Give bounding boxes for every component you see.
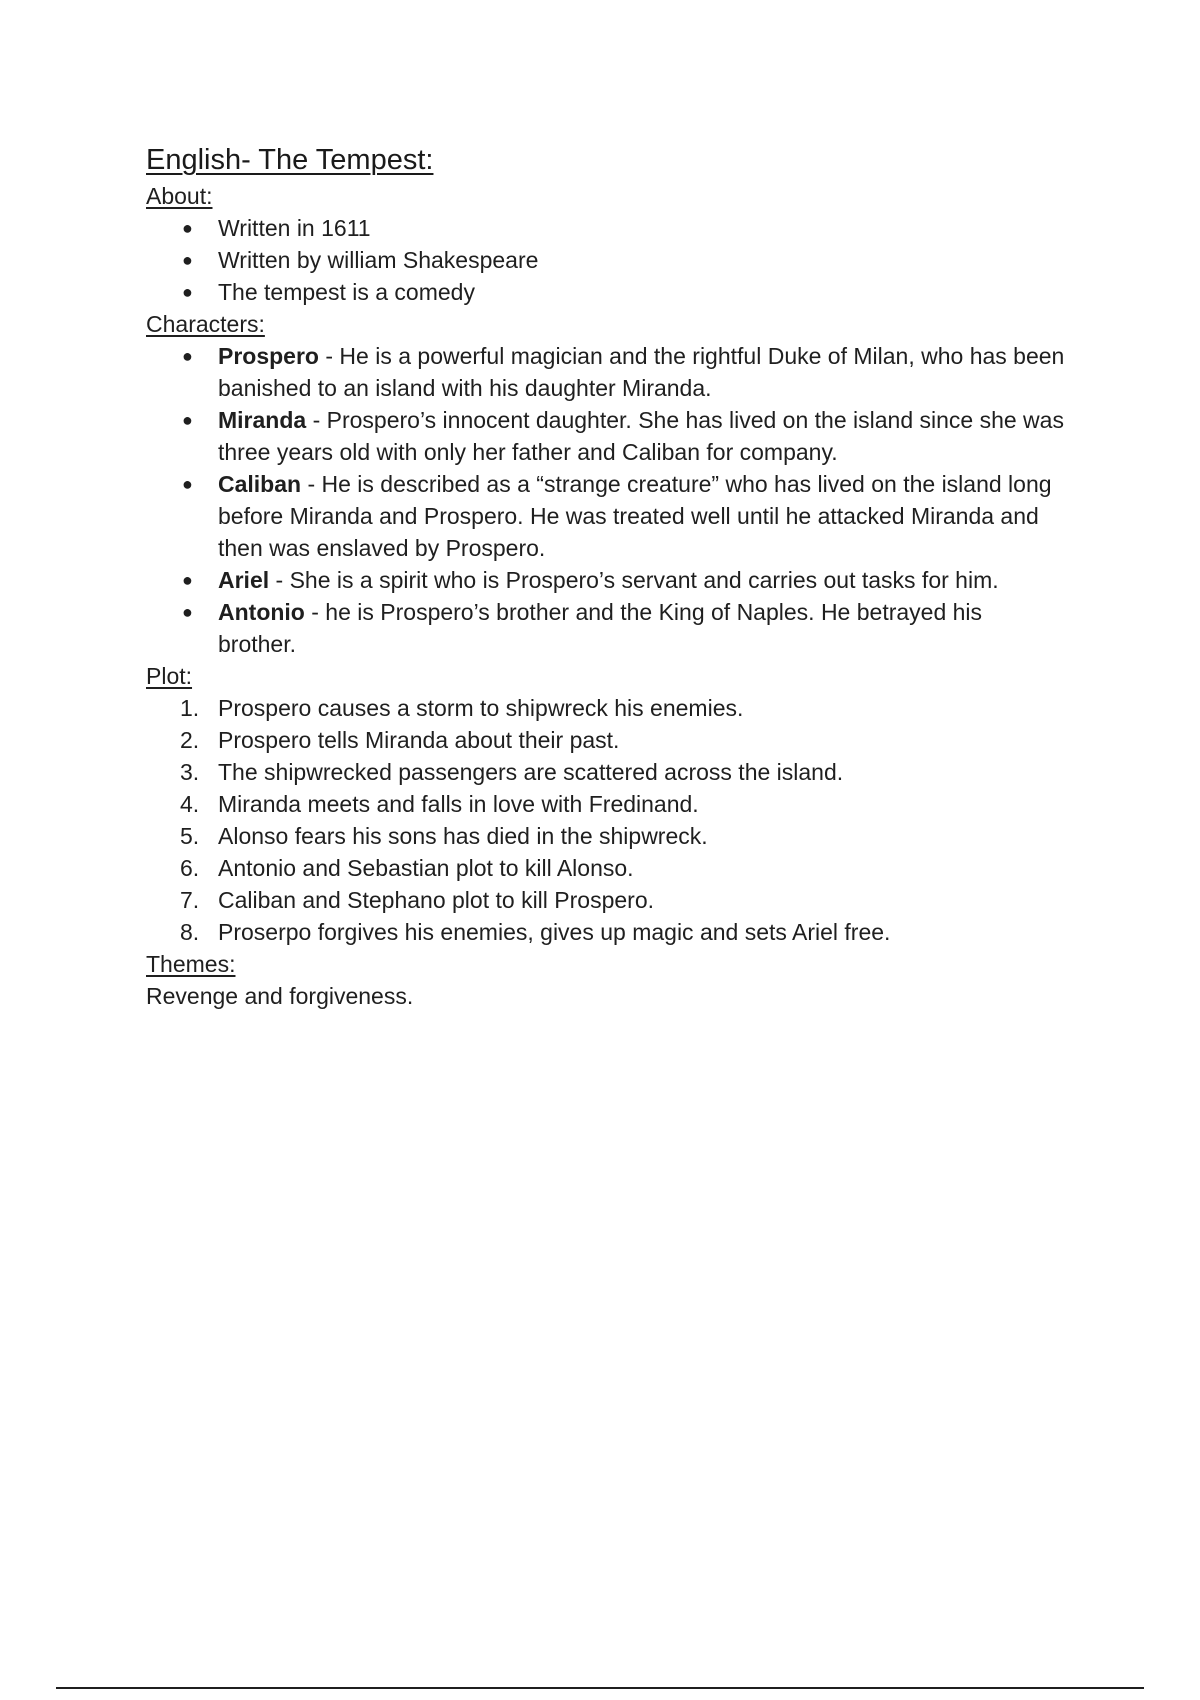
character-name: Caliban	[218, 471, 302, 497]
plot-item-text: Antonio and Sebastian plot to kill Alonso.	[218, 855, 634, 881]
about-section	[146, 180, 1066, 308]
list-item	[146, 404, 1066, 468]
list-item	[146, 756, 1066, 788]
themes-heading: Themes:	[146, 951, 236, 977]
list-number: 1.	[180, 695, 200, 721]
plot-item-text: Caliban and Stephano plot to kill Prospero.	[218, 887, 655, 913]
bullet-icon: ●	[182, 570, 193, 590]
characters-list	[146, 340, 1066, 660]
list-number: 6.	[180, 855, 200, 881]
list-item	[146, 596, 1066, 660]
list-item	[146, 468, 1066, 564]
bullet-icon: ●	[182, 218, 193, 238]
bullet-icon: ●	[182, 474, 193, 494]
list-item	[146, 692, 1066, 724]
plot-item-text: Proserpo forgives his enemies, gives up magic and sets Ariel free.	[218, 919, 891, 945]
character-name: Miranda	[218, 407, 307, 433]
about-heading: About:	[146, 183, 213, 209]
list-number: 3.	[180, 759, 200, 785]
characters-heading: Characters:	[146, 311, 265, 337]
character-description: - He is a powerful magician and the rightful Duke of Milan, who has been banished to an island with his daughter Miranda.	[218, 343, 1065, 401]
page-footer-divider	[56, 1687, 1144, 1689]
list-number: 8.	[180, 919, 200, 945]
plot-heading: Plot:	[146, 663, 193, 689]
character-description: - He is described as a “strange creature” who has lived on the island long before Miranda and Prospero. He was treated well until he attacked Miranda and then was enslaved by Prospero.	[218, 471, 1052, 561]
list-number: 4.	[180, 791, 200, 817]
list-item	[146, 916, 1066, 948]
list-item	[146, 212, 1066, 244]
character-description: - he is Prospero’s brother and the King of Naples. He betrayed his brother.	[218, 599, 983, 657]
character-name: Antonio	[218, 599, 305, 625]
list-item	[146, 724, 1066, 756]
list-number: 5.	[180, 823, 200, 849]
character-name: Ariel	[218, 567, 270, 593]
bullet-icon: ●	[182, 346, 193, 366]
list-item	[146, 788, 1066, 820]
list-item	[146, 852, 1066, 884]
about-item-text: Written in 1611	[218, 215, 371, 241]
list-item	[146, 340, 1066, 404]
character-description: - She is a spirit who is Prospero’s servant and carries out tasks for him.	[269, 567, 999, 593]
list-item	[146, 884, 1066, 916]
plot-list	[146, 692, 1066, 948]
themes-text: Revenge and forgiveness.	[146, 983, 414, 1009]
list-item	[146, 244, 1066, 276]
character-description: - Prospero’s innocent daughter. She has lived on the island since she was three years old with only her father and Caliban for company.	[218, 407, 1064, 465]
plot-item-text: Prospero tells Miranda about their past.	[218, 727, 620, 753]
document-title: English- The Tempest:	[146, 144, 434, 176]
list-item	[146, 276, 1066, 308]
bullet-icon: ●	[182, 282, 193, 302]
about-list	[146, 212, 1066, 308]
list-item	[146, 564, 1066, 596]
plot-item-text: Miranda meets and falls in love with Fredinand.	[218, 791, 699, 817]
character-name: Prospero	[218, 343, 319, 369]
themes-section	[146, 948, 1066, 1012]
list-number: 2.	[180, 727, 200, 753]
list-item	[146, 820, 1066, 852]
about-item-text: Written by william Shakespeare	[218, 247, 539, 273]
plot-item-text: Alonso fears his sons has died in the shipwreck.	[218, 823, 708, 849]
document-page	[146, 140, 1066, 1012]
plot-item-text: The shipwrecked passengers are scattered across the island.	[218, 759, 844, 785]
bullet-icon: ●	[182, 410, 193, 430]
about-item-text: The tempest is a comedy	[218, 279, 475, 305]
list-number: 7.	[180, 887, 200, 913]
characters-section	[146, 308, 1066, 660]
bullet-icon: ●	[182, 602, 193, 622]
plot-section	[146, 660, 1066, 948]
bullet-icon: ●	[182, 250, 193, 270]
plot-item-text: Prospero causes a storm to shipwreck his enemies.	[218, 695, 744, 721]
